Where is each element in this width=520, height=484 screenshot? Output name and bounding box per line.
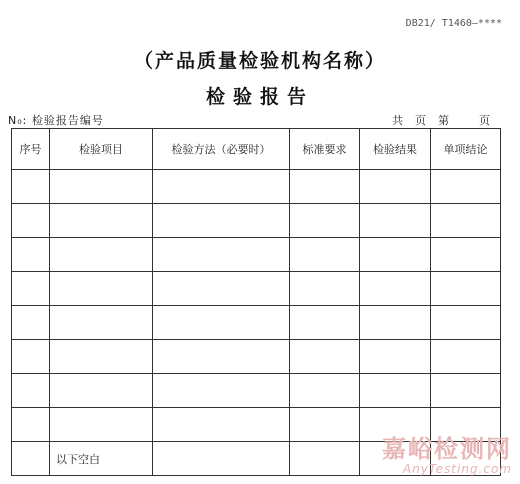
table-row	[12, 170, 501, 204]
col-header-requirement: 标准要求	[290, 129, 360, 170]
table-row	[12, 340, 501, 374]
page-info	[392, 112, 492, 128]
standard-code: DB21/ T1460—****	[405, 18, 502, 29]
report-title: 检验报告	[205, 86, 314, 108]
meta-row	[8, 112, 492, 128]
page-unit-1: 页	[415, 114, 428, 127]
watermark-cn: 嘉峪检测网	[382, 435, 512, 463]
table-row	[12, 204, 501, 238]
watermark-en: AnyTesting.com	[402, 462, 512, 476]
org-title: （产品质量检验机构名称）	[133, 50, 386, 72]
col-header-seq: 序号	[12, 129, 50, 170]
col-header-conclusion: 单项结论	[431, 129, 501, 170]
page-unit-2: 页	[479, 114, 492, 127]
col-header-result: 检验结果	[360, 129, 431, 170]
table-row	[12, 306, 501, 340]
table-header-row	[12, 129, 501, 170]
page-total-label: 共	[392, 114, 405, 127]
table-row	[12, 374, 501, 408]
inspection-table	[11, 128, 501, 476]
table-row-blank-note	[12, 442, 501, 476]
report-number: N₀: 检验报告编号	[8, 114, 104, 127]
table-row	[12, 408, 501, 442]
table-row	[12, 238, 501, 272]
col-header-method: 检验方法（必要时）	[153, 129, 290, 170]
page-current-label: 第	[438, 114, 451, 127]
page-number-blank	[461, 112, 469, 128]
table-row	[12, 272, 501, 306]
blank-note: 以下空白	[50, 442, 153, 476]
col-header-item: 检验项目	[50, 129, 153, 170]
